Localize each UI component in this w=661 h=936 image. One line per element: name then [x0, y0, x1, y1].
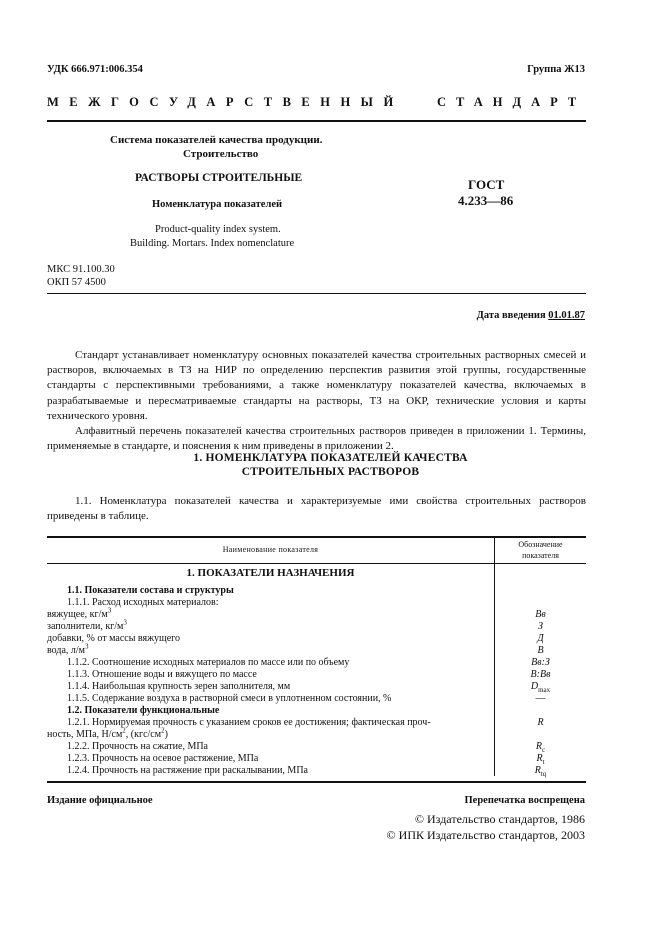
table-row: 1.2.3. Прочность на осевое растяжение, МПа $R_t$	[47, 753, 586, 765]
reprint-prohibited: Перепечатка воспрещена	[464, 795, 585, 806]
copyright-2003: © ИПК Издательство стандартов, 2003	[386, 828, 585, 842]
section-heading-line-2: СТРОИТЕЛЬНЫХ РАСТВОРОВ	[241, 466, 420, 478]
introduction-date-value: 01.01.87	[548, 310, 585, 321]
standard-title: РАСТВОРЫ СТРОИТЕЛЬНЫЕ	[135, 172, 303, 184]
english-title-line-2: Building. Mortars. Index nomenclature	[130, 238, 295, 249]
table-row: 1.1.3. Отношение воды и вяжущего по массе В:Вв	[47, 669, 586, 681]
gost-number: 4.233—86	[458, 193, 514, 208]
table-row: 1.1.4. Наибольшая крупность зерен заполнителя, мм $D_{max}$	[47, 681, 586, 693]
symbol: $D_{max}$	[530, 681, 551, 694]
table-row: вода, $л/м^3$ В	[47, 645, 586, 657]
symbol: $R_c$	[535, 741, 546, 754]
table-row: 1.2.4. Прочность на растяжение при раскалывании, МПа $R_{tq}$	[47, 765, 586, 777]
table-subsection-title: 1.1. Показатели состава и структуры	[67, 585, 234, 596]
table-row: 1.1.5. Содержание воздуха в растворной смеси в уплотненном состоянии, % —	[47, 693, 586, 705]
symbol: З	[538, 621, 543, 632]
okp-code: ОКП 57 4500	[47, 277, 106, 288]
table-section-title: 1. ПОКАЗАТЕЛИ НАЗНАЧЕНИЯ	[186, 567, 355, 579]
symbol: $R_{tq}$	[534, 765, 547, 778]
banner-interstate: МЕЖГОСУДАРСТВЕННЫЙ	[47, 95, 404, 109]
intro-text	[47, 348, 586, 454]
column-header-name: Наименование показателя	[222, 545, 319, 554]
table-header-rule	[47, 563, 586, 564]
table-row: вяжущее, $кг/м^3$ Вв	[47, 609, 586, 621]
table-row: заполнители, $кг/м^3$ З	[47, 621, 586, 633]
group-code: Группа Ж13	[527, 64, 585, 75]
symbol: $R_t$	[536, 753, 545, 766]
symbol: В	[537, 645, 544, 656]
english-title-line-1: Product-quality index system.	[155, 224, 281, 235]
symbol: В:Вв	[530, 669, 551, 680]
mks-code: МКС 91.100.30	[47, 264, 115, 275]
standard-subtitle: Номенклатура показателей	[152, 199, 283, 210]
header-rule	[47, 120, 586, 122]
udk-code: УДК 666.971:006.354	[47, 64, 143, 75]
column-header-symbol-2: показателя	[522, 551, 559, 560]
system-line-1: Система показателей качества продукции.	[110, 134, 323, 146]
intro-paragraph-1: Стандарт устанавливает номенклатуру основных показателей качества строительных растворных смесей и растворов, включаемых в ТЗ на НИР по определению перспектив развития этой группы, государственные стандарты с перспективными требованиями, а также номенклатуру показателей качества, включаемых в разрабатываемые и пересматриваемые стандарты на растворы, ТЗ на ОКР, технические условия и карты технического уровня.	[47, 349, 586, 422]
system-line-2: Строительство	[183, 148, 259, 160]
copyright-1986: © Издательство стандартов, 1986	[414, 812, 585, 826]
gost-label: ГОСТ	[468, 177, 505, 192]
table-subsection-title: 1.2. Показатели функциональные	[67, 705, 220, 716]
intro-paragraph-2: Алфавитный перечень показателей качества строительных растворов приведен в приложении 1. Термины, применяемые в стандарте, и пояснения к ним приведены в приложении 2.	[47, 425, 586, 453]
column-header-symbol-1: Обозначение	[518, 540, 563, 549]
official-edition: Издание официальное	[47, 795, 153, 806]
table-row: 1.1.2. Соотношение исходных материалов по массе или по объему Вв:З	[47, 657, 586, 669]
table-row: 1.2.1. Нормируемая прочность с указанием сроков ее достижения; фактическая проч- R	[47, 717, 586, 729]
table-row: 1.2.2. Прочность на сжатие, МПа $R_c$	[47, 741, 586, 753]
symbol: Д	[537, 633, 544, 644]
symbol: Вв:З	[531, 657, 550, 668]
table-row: ность, МПа, $Н/см^2$, $(кгс/см^2)$	[47, 726, 168, 740]
footer-rule	[47, 781, 586, 783]
table-row: 1.1.1. Расход исходных материалов:	[67, 597, 219, 608]
section-paragraph	[47, 494, 586, 524]
section-paragraph-text: 1.1. Номенклатура показателей качества и характеризуемые ими свойства строительных растворов приведены в таблице.	[47, 495, 586, 523]
table-row: добавки, % от массы вяжущего Д	[47, 633, 586, 645]
symbol: Вв	[535, 609, 546, 620]
introduction-date-label: Дата введения	[476, 310, 546, 321]
symbol: R	[537, 717, 544, 728]
symbol: —	[535, 693, 546, 704]
introduction-date	[477, 310, 585, 321]
table-top-rule	[47, 536, 586, 538]
codes-rule	[47, 293, 586, 294]
banner-standard: СТАНДАРТ	[437, 95, 587, 109]
section-heading-line-1: 1. НОМЕНКЛАТУРА ПОКАЗАТЕЛЕЙ КАЧЕСТВА	[193, 452, 468, 464]
